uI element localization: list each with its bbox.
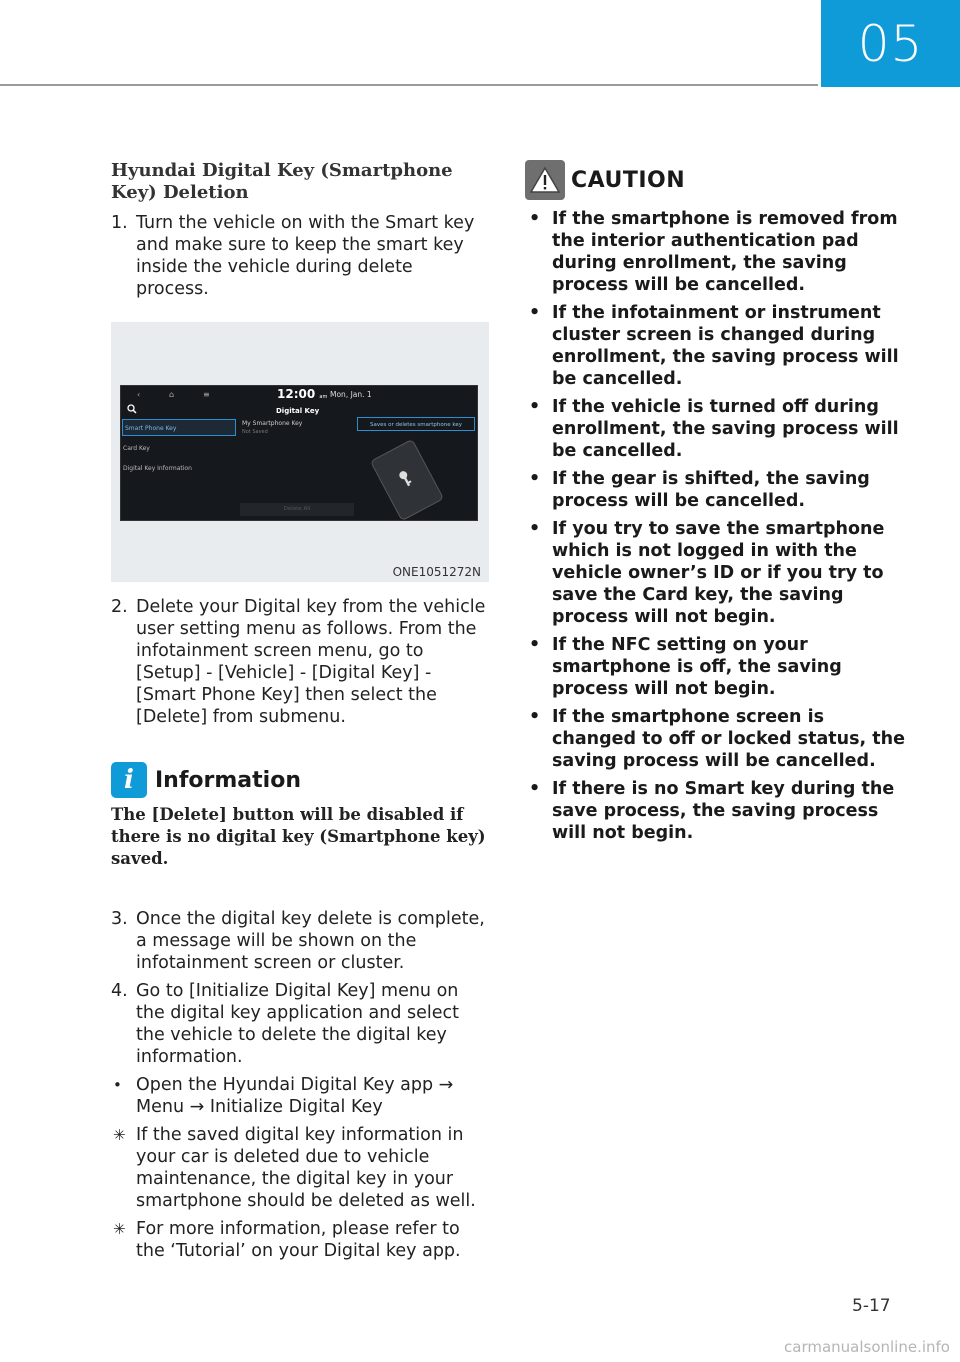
screen-date: Mon, Jan. 1 <box>330 390 372 399</box>
section-title: Hyundai Digital Key (Smartphone Key) Deletion <box>111 160 453 203</box>
bullet-icon: • <box>529 779 541 799</box>
substep-text: For more information, please refer to the ‘Tutorial’ on your Digital key app. <box>136 1219 461 1261</box>
substep-bullet <box>111 1074 489 1118</box>
asterisk-icon: ✳ <box>113 1126 126 1144</box>
caution-item: • If the vehicle is turned off during enrollment, the saving process will be cancelled. <box>529 397 899 461</box>
asterisk-icon: ✳ <box>113 1220 126 1238</box>
step-text: Delete your Digital key from the vehicle user setting menu as follows. From the infotainment screen menu, go to [Setup] - [Vehicle] - [Digital Key] - [Smart Phone Key] then select the [Delete] from submenu. <box>136 597 486 727</box>
figure-code: ONE1051272N <box>392 565 481 579</box>
caution-item: • If the smartphone screen is changed to off or locked status, the saving process will be cancelled. <box>529 707 905 771</box>
page-number: 5-17 <box>852 1296 891 1316</box>
caution-item: • If there is no Smart key during the save process, the saving process will not begin. <box>529 779 895 843</box>
step-1 <box>111 212 489 300</box>
step-number: 2. <box>111 597 128 617</box>
bullet-icon: • <box>529 397 541 417</box>
substep-note-1 <box>111 1124 489 1212</box>
caution-item: • If the smartphone is removed from the interior authentication pad during enrollment, the saving process will be cancelled. <box>529 209 898 295</box>
step-4 <box>111 980 489 1068</box>
key-status: Not Saved <box>242 429 268 435</box>
right-column <box>525 160 905 850</box>
key-label: My Smartphone Key <box>242 420 303 427</box>
back-icon: ‹ <box>137 390 141 399</box>
step-2 <box>111 596 489 728</box>
screen-clock: 12:00 am <box>277 387 328 401</box>
caution-item: • If the infotainment or instrument cluster screen is changed during enrollment, the saving process will be cancelled. <box>529 303 899 389</box>
bullet-icon: • <box>529 303 541 323</box>
information-header <box>111 762 489 798</box>
infotainment-figure <box>111 322 489 582</box>
home-icon: ⌂ <box>169 390 175 399</box>
bullet-icon: • <box>529 519 541 539</box>
step-number: 4. <box>111 981 128 1001</box>
menu-item-digital-key-information: Digital Key Information <box>123 465 192 472</box>
caution-item: • If the gear is shifted, the saving process will be cancelled. <box>529 469 870 511</box>
bullet-icon: • <box>529 707 541 727</box>
menu-item-card-key: Card Key <box>123 445 150 452</box>
step-text: Go to [Initialize Digital Key] menu on the digital key application and select the vehicle to delete the digital key information. <box>136 981 460 1067</box>
step-number: 3. <box>111 909 128 929</box>
delete-all-button: Delete All <box>240 503 354 516</box>
phone-illustration <box>370 439 444 522</box>
information-title: Information <box>155 767 301 793</box>
caution-title: CAUTION <box>571 167 686 193</box>
step-text: Turn the vehicle on with the Smart key and make sure to keep the smart key inside the vehicle during delete process. <box>136 213 475 299</box>
header-rule <box>0 84 818 86</box>
infotainment-screen <box>120 385 478 521</box>
bullet-icon: • <box>529 209 541 229</box>
left-column <box>111 160 489 1268</box>
menu-icon: ≡ <box>203 390 210 399</box>
substep-note-2 <box>111 1218 489 1262</box>
screen-topbar <box>121 386 477 404</box>
caution-item: • If the NFC setting on your smartphone is off, the saving process will not begin. <box>529 635 842 699</box>
caution-header <box>525 160 905 200</box>
bullet-icon: • <box>113 1076 122 1094</box>
bullet-icon: • <box>529 635 541 655</box>
caution-item: • If you try to save the smartphone which is not logged in with the vehicle owner’s ID or if you try to save the Card key, the saving process will not begin. <box>529 519 885 627</box>
menu-item-smart-phone-key: Smart Phone Key <box>122 419 236 436</box>
search-icon <box>127 404 137 417</box>
step-number: 1. <box>111 213 128 233</box>
substep-text: If the saved digital key information in your car is deleted due to vehicle maintenance, the digital key in your smartphone should be deleted as well. <box>136 1125 476 1211</box>
warning-triangle-icon <box>525 160 565 200</box>
bullet-icon: • <box>529 469 541 489</box>
information-icon: i <box>111 762 147 798</box>
chapter-tab: 05 <box>821 0 960 87</box>
step-text: Once the digital key delete is complete, a message will be shown on the infotainment screen or cluster. <box>136 909 485 973</box>
save-delete-button: Saves or deletes smartphone key <box>357 417 475 431</box>
step-3 <box>111 908 489 974</box>
watermark[interactable]: carmanualsonline.info <box>784 1338 950 1356</box>
screen-title: Digital Key <box>276 407 320 415</box>
key-icon <box>394 467 418 494</box>
information-body: The [Delete] button will be disabled if there is no digital key (Smartphone key) saved. <box>111 805 486 868</box>
substep-text: Open the Hyundai Digital Key app → Menu → Initialize Digital Key <box>136 1075 454 1117</box>
